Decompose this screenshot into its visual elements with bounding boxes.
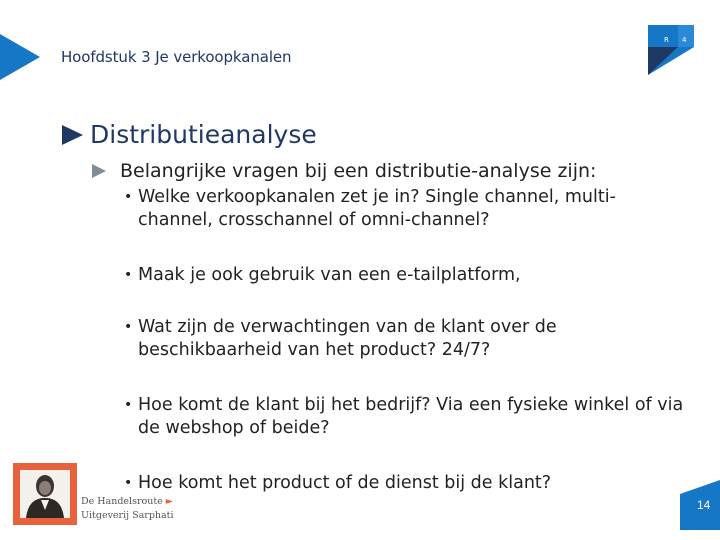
bullet-dot: • xyxy=(124,397,133,413)
chapter-title: Hoofdstuk 3 Je verkoopkanalen xyxy=(61,48,292,66)
publisher-line-1: De Handelsroute ► xyxy=(81,496,174,507)
bullet-dot: • xyxy=(124,267,133,283)
brand-letter-r: R xyxy=(664,36,669,44)
publisher-line-2: Uitgeverij Sarphati xyxy=(81,510,174,521)
list-item-line: de webshop of beide? xyxy=(138,418,330,438)
list-item-line: channel, crosschannel of omni-channel? xyxy=(138,210,490,230)
list-item xyxy=(124,264,704,287)
list-item-line: beschikbaarheid van het product? 24/7? xyxy=(138,340,491,360)
publisher-name xyxy=(81,495,174,523)
bullet-dot: • xyxy=(124,189,133,205)
list-item-line: Maak je ook gebruik van een e-tailplatform, xyxy=(138,265,521,285)
triangle-right-icon xyxy=(62,125,83,145)
brand-letter-4: 4 xyxy=(682,36,687,44)
list-item xyxy=(124,394,704,440)
heading-text: Distributieanalyse xyxy=(90,120,317,149)
list-item xyxy=(124,316,704,362)
page-number: 14 xyxy=(697,498,711,512)
bullet-dot: • xyxy=(124,319,133,335)
subheading-text: Belangrijke vragen bij een distributie-analyse zijn: xyxy=(120,160,597,182)
decorative-triangle-icon xyxy=(0,34,40,80)
portrait-logo-icon xyxy=(20,470,70,518)
list-item xyxy=(124,472,704,495)
section-heading xyxy=(62,120,317,149)
brand-mark-icon xyxy=(648,25,694,75)
list-item-line: Hoe komt de klant bij het bedrijf? Via een fysieke winkel of via xyxy=(138,395,684,415)
list-item xyxy=(124,186,704,232)
subheading xyxy=(92,160,596,182)
list-item-line: Wat zijn de verwachtingen van de klant over de xyxy=(138,317,557,337)
list-item-line: Hoe komt het product of de dienst bij de klant? xyxy=(138,473,552,493)
triangle-right-icon xyxy=(92,164,106,178)
list-item-line: Welke verkoopkanalen zet je in? Single channel, multi- xyxy=(138,187,616,207)
bullet-dot: • xyxy=(124,475,133,491)
publisher-logo xyxy=(13,463,77,525)
triangle-right-icon: ► xyxy=(165,496,174,507)
